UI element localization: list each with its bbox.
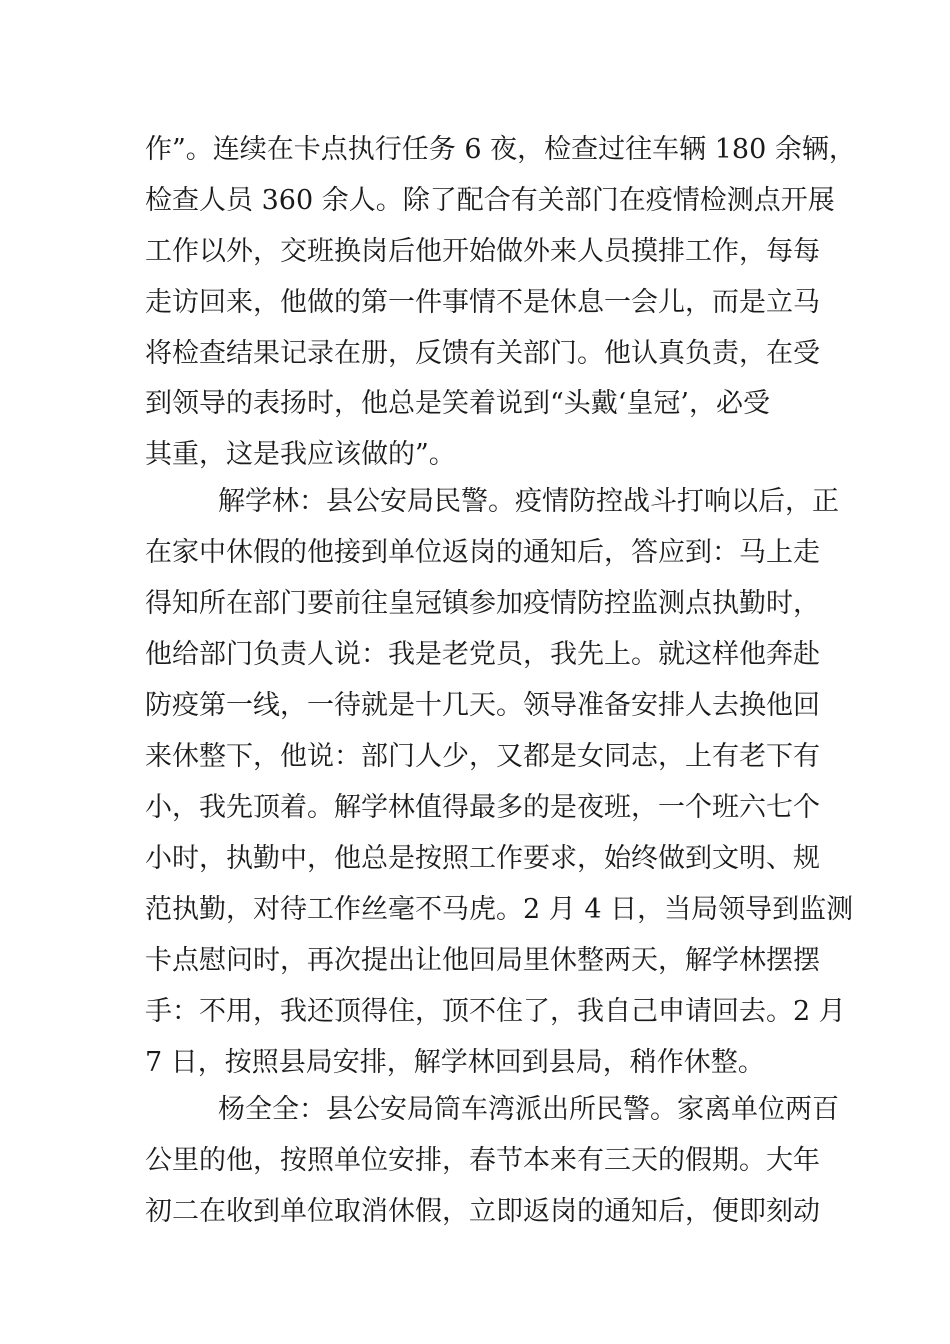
paragraph-line: 得知所在部门要前往皇冠镇参加疫情防控监测点执勤时， xyxy=(145,588,820,619)
paragraph-line: 杨全全：县公安局筒车湾派出所民警。家离单位两百 xyxy=(218,1094,839,1125)
paragraph-line: 公里的他，按照单位安排，春节本来有三天的假期。大年 xyxy=(145,1145,820,1176)
paragraph-line: 解学林：县公安局民警。疫情防控战斗打响以后，正 xyxy=(218,486,839,517)
paragraph-line: 7 日，按照县局安排，解学林回到县局，稍作休整。 xyxy=(145,1047,765,1078)
paragraph-line: 在家中休假的他接到单位返岗的通知后，答应到：马上走 xyxy=(145,537,820,568)
paragraph-line: 检查人员 360 余人。除了配合有关部门在疫情检测点开展 xyxy=(145,185,835,216)
paragraph-line: 作”。连续在卡点执行任务 6 夜，检查过往车辆 180 余辆， xyxy=(145,134,856,165)
paragraph-line: 初二在收到单位取消休假，立即返岗的通知后，便即刻动 xyxy=(145,1196,820,1227)
paragraph-line: 到领导的表扬时，他总是笑着说到“头戴‘皇冠’，必受 xyxy=(145,388,770,419)
paragraph-line: 将检查结果记录在册，反馈有关部门。他认真负责，在受 xyxy=(145,338,820,369)
paragraph-line: 小，我先顶着。解学林值得最多的是夜班，一个班六七个 xyxy=(145,792,820,823)
paragraph-line: 工作以外，交班换岗后他开始做外来人员摸排工作，每每 xyxy=(145,236,820,267)
paragraph-line: 卡点慰问时，再次提出让他回局里休整两天，解学林摆摆 xyxy=(145,945,820,976)
paragraph-line: 防疫第一线，一待就是十几天。领导准备安排人去换他回 xyxy=(145,690,820,721)
paragraph-line: 他给部门负责人说：我是老党员，我先上。就这样他奔赴 xyxy=(145,639,820,670)
paragraph-line: 来休整下，他说：部门人少，又都是女同志，上有老下有 xyxy=(145,741,820,772)
paragraph-line: 其重，这是我应该做的”。 xyxy=(145,439,456,470)
paragraph-line: 小时，执勤中，他总是按照工作要求，始终做到文明、规 xyxy=(145,843,820,874)
paragraph-line: 范执勤，对待工作丝毫不马虎。2 月 4 日，当局领导到监测 xyxy=(145,894,854,925)
paragraph-line: 走访回来，他做的第一件事情不是休息一会儿，而是立马 xyxy=(145,287,820,318)
paragraph-line: 手：不用，我还顶得住，顶不住了，我自己申请回去。2 月 xyxy=(145,996,846,1027)
